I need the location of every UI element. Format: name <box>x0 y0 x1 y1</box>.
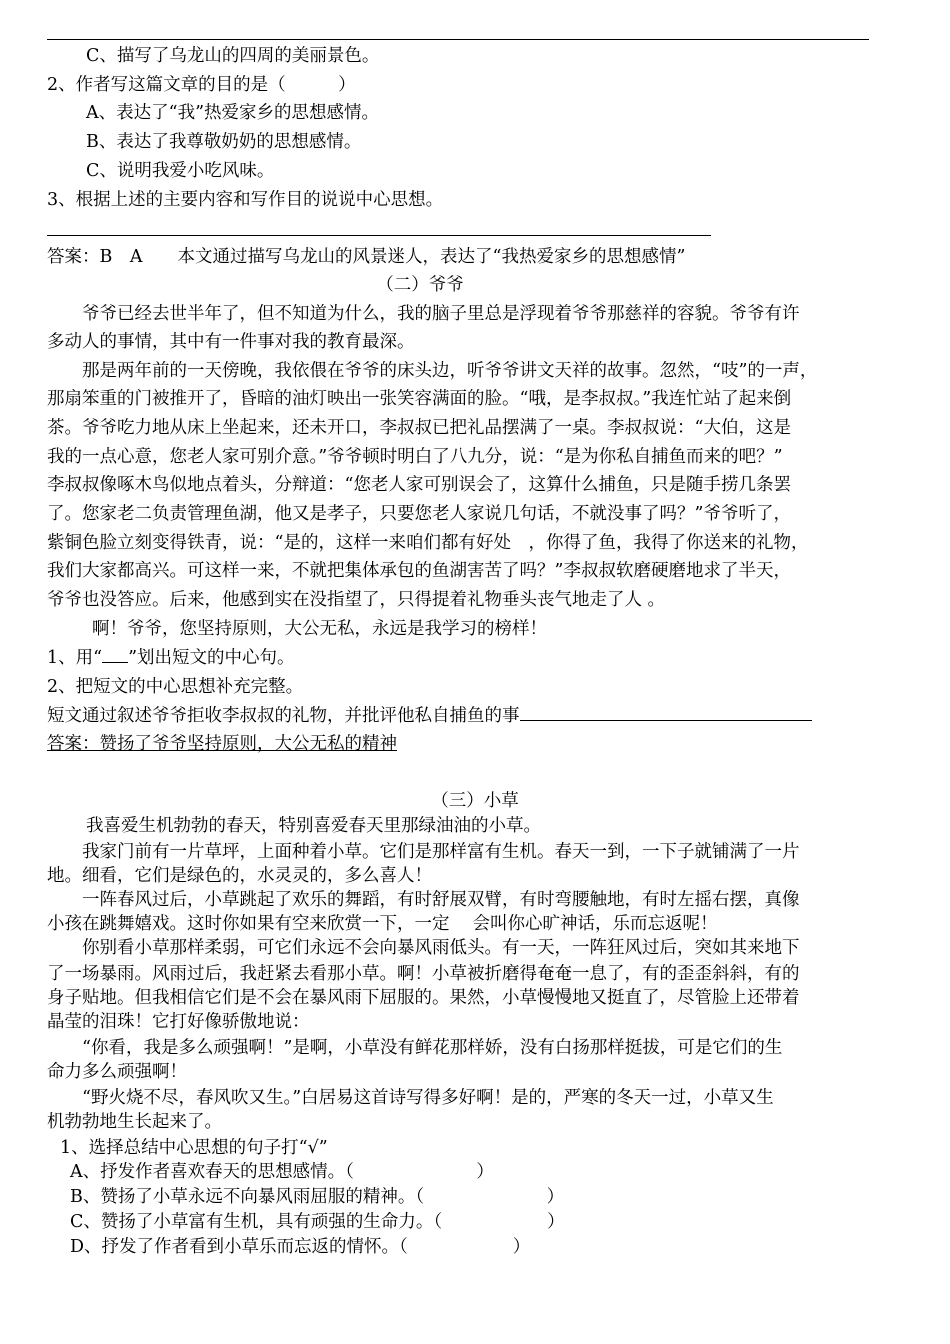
s2-answer: 答案：赞扬了爷爷坚持原则，大公无私的精神 <box>47 734 397 754</box>
s2-p1-line: 爷爷已经去世半年了，但不知道为什么，我的脑子里总是浮现着爷爷那慈祥的容貌。爷爷有许 <box>47 304 800 324</box>
s2-p1-line: 多动人的事情，其中有一件事对我的教育最深。 <box>47 332 415 352</box>
s2-p2-line: 了。您家老二负责管理鱼湖，他又是孝子，只要您老人家说几句话，不就没事了吗？”爷爷听了， <box>47 504 791 524</box>
s2-p2-line: 紫铜色脸立刻变得铁青，说：“是的，这样一来咱们都有好处 ，你得了鱼，我得了你送来的礼物， <box>47 533 809 553</box>
s1-question-2: 2、作者写这篇文章的目的是（ ） <box>47 75 356 95</box>
s2-question-2: 2、把短文的中心思想补充完整。 <box>47 677 304 697</box>
s2-answer-blank <box>520 702 812 721</box>
option-c-prev: C、描写了乌龙山的四周的美丽景色。 <box>86 46 380 66</box>
s2-p2-line: 爷爷也没答应。后来，他感到实在没指望了，只得提着礼物垂头丧气地走了人 。 <box>47 590 666 610</box>
underline-sample <box>102 644 128 663</box>
s3-p3-line: 一阵春风过后，小草跳起了欢乐的舞蹈，有时舒展双臂，有时弯腰触地，有时左摇右摆，真像 <box>47 890 800 910</box>
s2-p2-line: 那是两年前的一天傍晚，我依偎在爷爷的床头边，听爷爷讲文天祥的故事。忽然，“吱”的一声， <box>47 361 818 381</box>
s2-p2-line: 我的一点心意，您老人家可别介意。”爷爷顿时明白了八九分，说：“是为你私自捕鱼而来的吧？” <box>47 447 783 467</box>
s3-option-a: A、抒发作者喜欢春天的思想感情。（ ） <box>70 1162 494 1182</box>
s2-p3: 啊！爷爷，您坚持原则，大公无私，永远是我学习的榜样！ <box>92 619 547 639</box>
s1-q2-option-c: C、说明我爱小吃风味。 <box>86 161 275 181</box>
s3-option-c: C、赞扬了小草富有生机，具有顽强的生命力。（ ） <box>70 1212 565 1232</box>
s3-p2-line: 我家门前有一片草坪，上面种着小草。它们是那样富有生机。春天一到，一下子就铺满了一片 <box>47 842 800 862</box>
s3-question-1: 1、选择总结中心思想的句子打“√” <box>60 1138 328 1158</box>
s3-p6-line: “野火烧不尽，春风吹又生。”白居易这首诗写得多好啊！是的，严寒的冬天一过，小草又生 <box>47 1088 774 1108</box>
s3-title: （三）小草 <box>431 791 519 811</box>
s3-p4-line: 晶莹的泪珠！它打好像骄傲地说： <box>47 1012 310 1032</box>
s1-answer-blank-line <box>47 235 711 236</box>
s1-question-3: 3、根据上述的主要内容和写作目的说说中心思想。 <box>47 190 444 210</box>
s3-p4-line: 身子贴地。但我相信它们是不会在暴风雨下屈服的。果然，小草慢慢地又挺直了，尽管脸上还带着 <box>47 988 800 1008</box>
s2-q1-prefix: 1、用“ <box>47 648 103 668</box>
s3-p2-line: 地。细看，它们是绿色的，水灵灵的，多么喜人！ <box>47 866 432 886</box>
s3-p5-line: “你看，我是多么顽强啊！”是啊，小草没有鲜花那样娇，没有白扬那样挺拔，可是它们的生 <box>47 1038 783 1058</box>
s2-p2-line: 李叔叔像啄木鸟似地点着头，分辩道：“您老人家可别误会了，这算什么捕鱼，只是随手捞几条罢 <box>47 475 791 495</box>
s3-p4-line: 你别看小草那样柔弱，可它们永远不会向暴风雨低头。有一天，一阵狂风过后，突如其来地下 <box>47 938 800 958</box>
s2-q1-suffix: ”划出短文的中心句。 <box>128 648 295 668</box>
s1-q2-option-b: B、表达了我尊敬奶奶的思想感情。 <box>86 132 362 152</box>
s3-p6-line: 机勃勃地生长起来了。 <box>47 1112 222 1132</box>
header-rule <box>47 39 869 40</box>
s1-answer: 答案：B A 本文通过描写乌龙山的风景迷人，表达了“我热爱家乡的思想感情” <box>47 247 686 267</box>
s2-title: （二）爷爷 <box>376 275 464 295</box>
s2-p2-line: 那扇笨重的门被推开了，昏暗的油灯映出一张笑容满面的脸。“哦，是李叔叔。”我连忙站了起来倒 <box>47 389 792 409</box>
s2-p2-line: 我们大家都高兴。可这样一来，不就把集体承包的鱼湖害苦了吗？”李叔叔软磨硬磨地求了半天， <box>47 561 791 581</box>
s1-q2-option-a: A、表达了“我”热爱家乡的思想感情。 <box>86 103 380 123</box>
s2-p2-line: 茶。爷爷吃力地从床上坐起来，还未开口，李叔叔已把礼品摆满了一桌。李叔叔说：“大伯，这是 <box>47 418 791 438</box>
s2-q2-text: 短文通过叙述爷爷拒收李叔叔的礼物，并批评他私自捕鱼的事 <box>47 706 520 726</box>
s3-option-b: B、赞扬了小草永远不向暴风雨屈服的精神。（ ） <box>70 1187 565 1207</box>
s3-option-d: D、抒发了作者看到小草乐而忘返的情怀。（ ） <box>70 1237 531 1257</box>
s3-p1: 我喜爱生机勃勃的春天，特别喜爱春天里那绿油油的小草。 <box>86 816 541 836</box>
s3-p5-line: 命力多么顽强啊！ <box>47 1062 187 1082</box>
s3-p4-line: 了一场暴雨。风雨过后，我赶紧去看那小草。啊！小草被折磨得奄奄一息了，有的歪歪斜斜，有的 <box>47 964 800 984</box>
s2-q2-fill-line <box>47 702 812 730</box>
s3-p3-line: 小孩在跳舞嬉戏。这时你如果有空来欣赏一下，一定 会叫你心旷神话，乐而忘返呢！ <box>47 914 718 934</box>
s2-question-1 <box>47 644 295 672</box>
